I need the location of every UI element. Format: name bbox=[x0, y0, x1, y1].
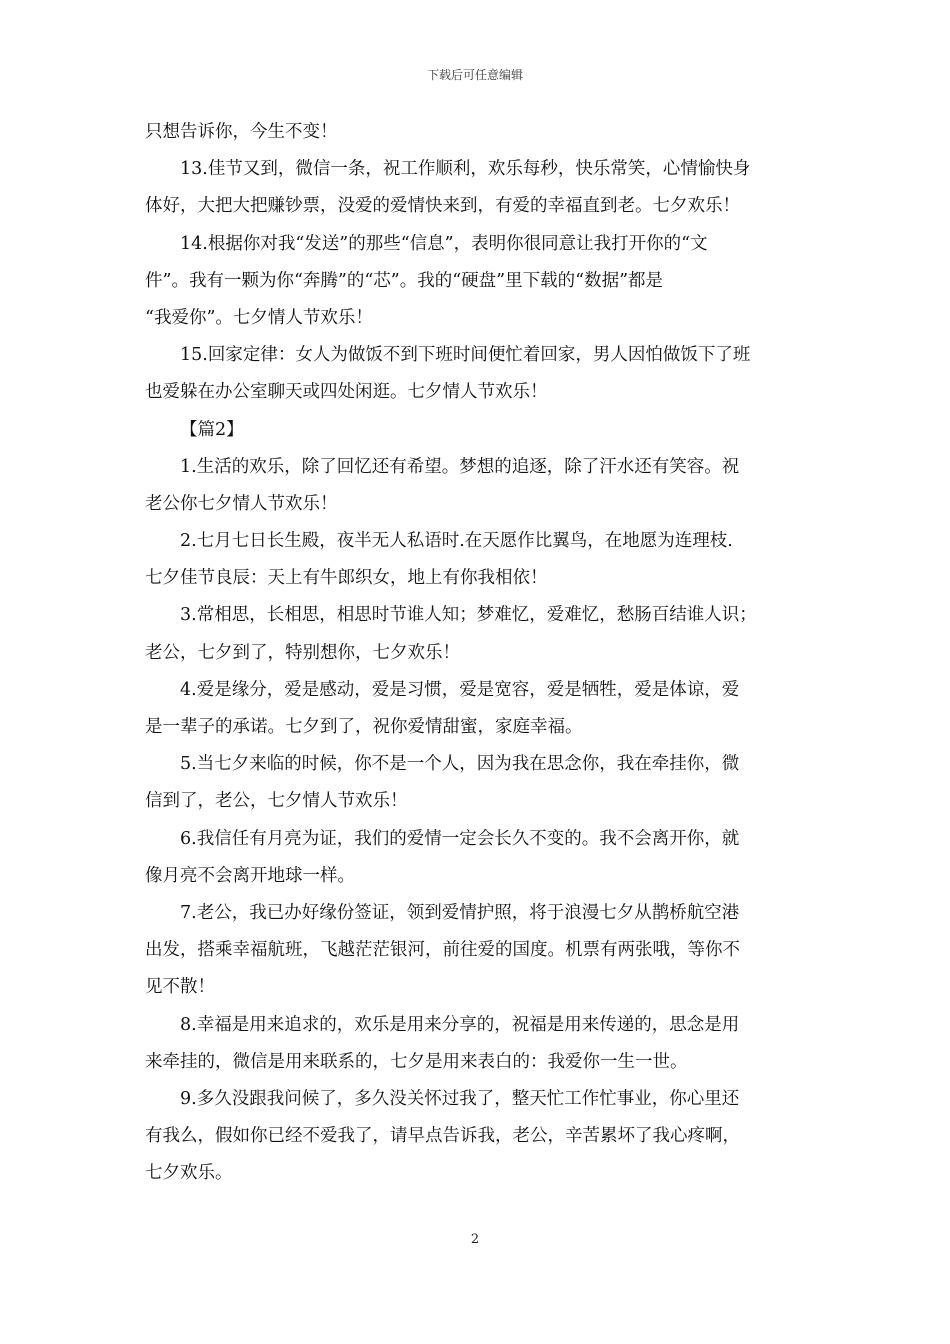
text-line: 老公，七夕到了，特别想你，七夕欢乐！ bbox=[145, 642, 460, 663]
text-line: 【篇2】 bbox=[180, 419, 244, 440]
text-line: 也爱躲在办公室聊天或四处闲逛。七夕情人节欢乐！ bbox=[145, 382, 548, 403]
document-body bbox=[145, 114, 810, 1192]
text-line: 1.生活的欢乐，除了回忆还有希望。梦想的追逐，除了汗水还有笑容。祝 bbox=[180, 456, 740, 477]
text-line: 14.根据你对我“发送”的那些“信息”，表明你很同意让我打开你的“文 bbox=[180, 233, 708, 254]
page-header: 下载后可任意编辑 bbox=[426, 68, 523, 82]
text-line: 5.当七夕来临的时候，你不是一个人，因为我在思念你，我在牵挂你，微 bbox=[180, 754, 740, 775]
text-line: 13.佳节又到，微信一条，祝工作顺利，欢乐每秒，快乐常笑，心情愉快身 bbox=[180, 159, 751, 180]
text-line: 4.爱是缘分，爱是感动，爱是习惯，爱是宽容，爱是牺牲，爱是体谅，爱 bbox=[180, 679, 740, 700]
text-line: 见不散！ bbox=[145, 977, 215, 998]
page-number: 2 bbox=[470, 1232, 480, 1247]
text-line: 8.幸福是用来追求的，欢乐是用来分享的，祝福是用来传递的，思念是用 bbox=[180, 1014, 740, 1035]
text-line: 信到了，老公，七夕情人节欢乐！ bbox=[145, 791, 408, 812]
text-line: 9.多久没跟我问候了，多久没关怀过我了，整天忙工作忙事业，你心里还 bbox=[180, 1088, 740, 1109]
text-line: 来牵挂的，微信是用来联系的，七夕是用来表白的：我爱你一生一世。 bbox=[145, 1051, 688, 1072]
text-line: 只想告诉你，今生不变！ bbox=[145, 122, 338, 142]
text-line: 出发，搭乘幸福航班，飞越茫茫银河，前往爱的国度。机票有两张哦，等你不 bbox=[145, 940, 740, 961]
text-line: 是一辈子的承诺。七夕到了，祝你爱情甜蜜，家庭幸福。 bbox=[145, 717, 583, 737]
text-line: 像月亮不会离开地球一样。 bbox=[145, 865, 355, 886]
text-line: 七夕欢乐。 bbox=[145, 1163, 233, 1184]
text-line: 体好，大把大把赚钞票，没爱的爱情快来到，有爱的幸福直到老。七夕欢乐！ bbox=[145, 196, 740, 217]
text-line: 件”。我有一颗为你“奔腾”的“芯”。我的“硬盘”里下载的“数据”都是 bbox=[145, 270, 664, 291]
text-line: 15.回家定律：女人为做饭不到下班时间便忙着回家，男人因怕做饭下了班 bbox=[180, 345, 751, 366]
text-line: 6.我信任有月亮为证，我们的爱情一定会长久不变的。我不会离开你，就 bbox=[180, 828, 740, 849]
text-line: 七夕佳节良辰：天上有牛郎织女，地上有你我相依！ bbox=[145, 568, 548, 589]
text-line: 老公你七夕情人节欢乐！ bbox=[145, 493, 338, 514]
text-line: 有我么，假如你已经不爱我了，请早点告诉我，老公，辛苦累坏了我心疼啊， bbox=[145, 1126, 740, 1147]
text-line: 7.老公，我已办好缘份签证，领到爱情护照，将于浪漫七夕从鹊桥航空港 bbox=[180, 902, 740, 923]
text-line: 2.七月七日长生殿，夜半无人私语时.在天愿作比翼鸟，在地愿为连理枝. bbox=[180, 531, 733, 552]
text-line: “我爱你”。七夕情人节欢乐！ bbox=[145, 307, 373, 328]
text-line: 3.常相思，长相思，相思时节谁人知；梦难忆，爱难忆，愁肠百结谁人识； bbox=[180, 605, 757, 626]
